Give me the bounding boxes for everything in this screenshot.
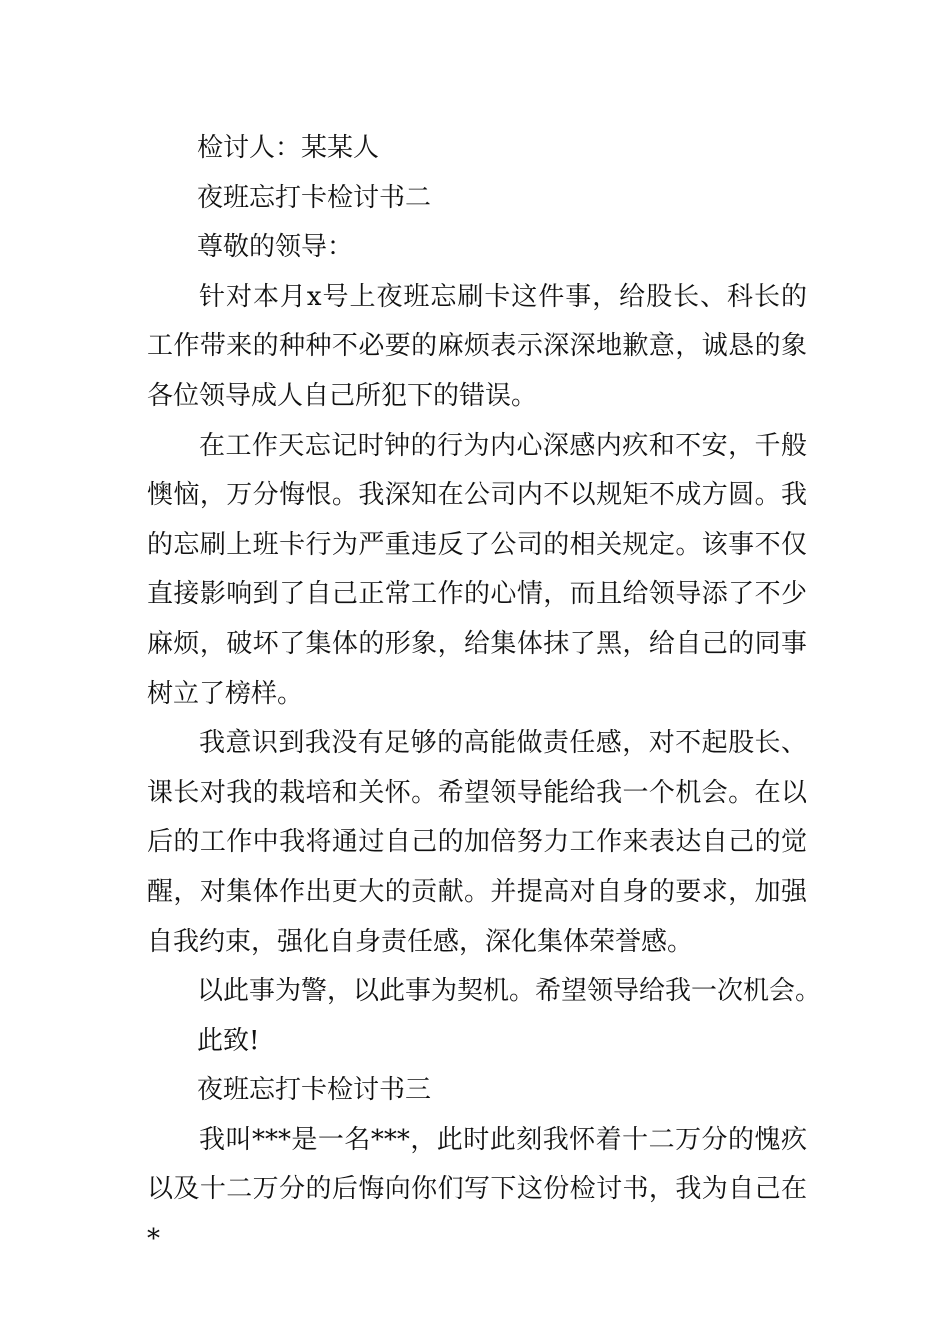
paragraph-regret: 在工作天忘记时钟的行为内心深感内疚和不安，千般懊恼，万分悔恨。我深知在公司内不以规矩不成方圆。我的忘刷上班卡行为严重违反了公司的相关规定。该事不仅直接影响到了自己正常工作的心情，而且给领导添了不少麻烦，破坏了集体的形象，给集体抹了黑，给自己的同事树立了榜样。	[147, 430, 807, 709]
document-body	[147, 124, 822, 1265]
paragraph-incident: 针对本月x号上夜班忘刷卡这件事，给股长、科长的工作带来的种种不必要的麻烦表示深深地歉意，诚恳的象各位领导成人自己所犯下的错误。	[147, 281, 807, 411]
closing-line: 此致!	[197, 1025, 260, 1056]
closing-sentence: 以此事为警，以此事为契机。希望领导给我一次机会。	[197, 976, 822, 1007]
signer-line: 检讨人：某某人	[197, 133, 380, 163]
section-title-three: 夜班忘打卡检讨书三	[197, 1075, 432, 1106]
paragraph-intro-three: 我叫***是一名***，此时此刻我怀着十二万分的愧疚以及十二万分的后悔向你们写下这份检讨书，我为自己在*	[147, 1124, 807, 1255]
salutation-line: 尊敬的领导：	[197, 232, 354, 263]
paragraph-commitment: 我意识到我没有足够的高能做责任感，对不起股长、课长对我的栽培和关怀。希望领导能给我一个机会。在以后的工作中我将通过自己的加倍努力工作来表达自己的觉醒，对集体作出更大的贡献。并提高对自身的要求，加强自我约束，强化自身责任感，深化集体荣誉感。	[147, 728, 807, 957]
section-title-two: 夜班忘打卡检讨书二	[197, 182, 432, 213]
